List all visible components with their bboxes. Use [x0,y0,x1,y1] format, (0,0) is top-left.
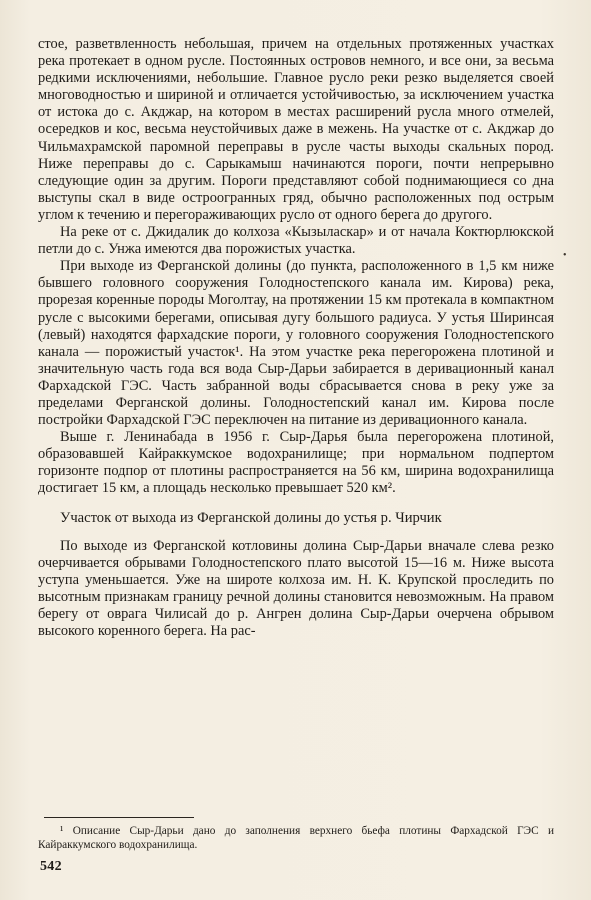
footnote: ¹ Описание Сыр-Дарьи дано до заполнения верхнего бьефа плотины Фархадской ГЭС и Кайраккумского водохранилища. [38,825,554,851]
paragraph-rapids: На реке от с. Джидалик до колхоза «Кызыласкар» и от начала Коктюрлюкской петли до с. Унжа имеются два порожистых участка. [38,224,554,258]
margin-mark: • [563,250,567,261]
page-number: 542 [40,859,62,874]
paragraph-kairakkum: Выше г. Ленинабада в 1956 г. Сыр-Дарья была перегорожена плотиной, образовавшей Кайраккумское водохранилище; при нормальном подпертом горизонте подпор от плотины распространяется на 56 км, ширина водохранилища достигает 15 км, а площадь несколько превышает 520 км². [38,429,554,497]
paragraph-section-body: По выходе из Ферганской котловины долина Сыр-Дарьи вначале слева резко очерчивается обрывами Голодностепского плато высотой 15—16 м. Ниже высота уступа уменьшается. Уже на широте колхоза им. Н. К. Крупской проследить по высотным признакам границу речной долины становится невозможным. На правом берегу от оврага Чилисай до р. Ангрен долина Сыр-Дарьи очерчена обрывом высокого коренного берега. На рас- [38,537,554,640]
paragraph-rivers-bed: стое, разветвленность небольшая, причем на отдельных протяженных участках река протекает в одном русле. Постоянных островов немного, и все они, за весьма редкими исключениями, небольшие. Главное русло реки резко выделяется своей многоводностью и шириной и отличается устойчивостью, за исключением участка от истока до с. Акджар, на котором в местах расширений русла много отмелей, осередков и кос, весьма неустойчивых даже в межень. На участке от с. Акджар до Чильмахрамской паромной переправы в русле часты выходы скальных пород. Ниже переправы до с. Сарыкамыш начинаются пороги, почти непрерывно следующие один за другим. Пороги представляют собой поднимающиеся со дна выступы скал в виде остроогранных гряд, обычно расположенных под острым углом к течению и перегораживающих русло от одного берега до другого. [38,36,554,223]
paragraph-fergana-exit: При выходе из Ферганской долины (до пункта, расположенного в 1,5 км ниже бывшего головного сооружения Голодностепского канала им. Кирова) река, прорезая коренные породы Моголтау, на протяжении 15 км протекала в компактном русле с высокими берегами, описывая дугу большого радиуса. У устья Ширинсая (левый) находятся фархадские пороги, у головного сооружения Голодностепского канала — порожистый участок¹. На этом участке река перегорожена плотиной и значительную часть года вся вода Сыр-Дарьи забирается в деривационный канал Фархадской ГЭС. Часть забранной воды сбрасывается снова в реку уже за пределами Ферганской долины. Голодностепский канал им. Кирова после постройки Фархадской ГЭС переключен на питание из деривационного канала. [38,258,554,429]
footnote-divider [44,817,194,818]
main-text [38,36,554,640]
section-heading: Участок от выхода из Ферганской долины до устья р. Чирчик [60,509,442,526]
